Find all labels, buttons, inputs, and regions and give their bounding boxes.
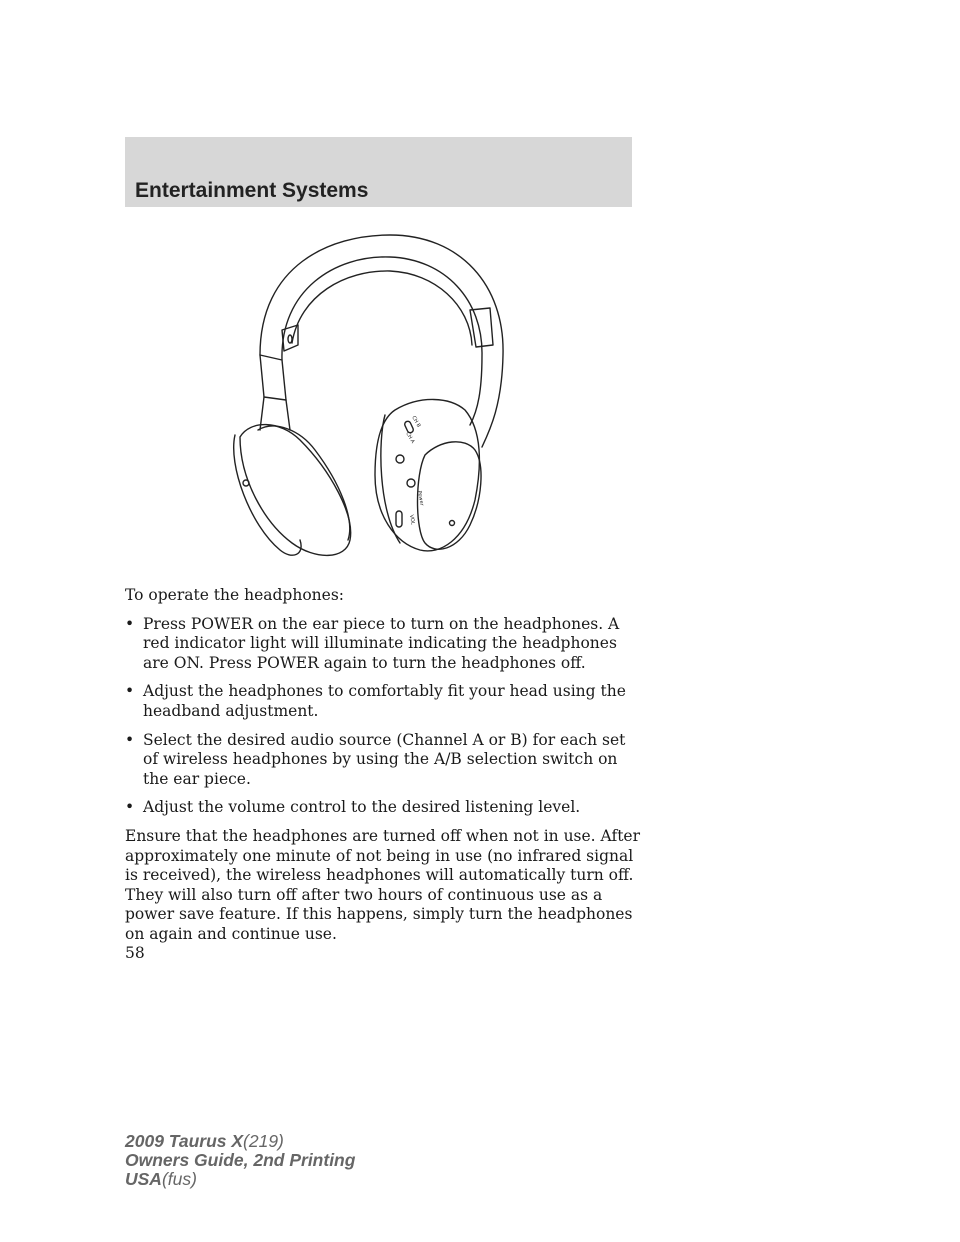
list-item [125,731,645,790]
bullet-icon: • [125,614,135,633]
page-number: 58 [125,944,145,962]
footer-market-code: (fus) [161,1169,197,1189]
footer-line-edition [125,1151,355,1170]
right-ear-cup-back [375,399,479,550]
document-footer [125,1132,355,1189]
bullet-icon: • [125,730,135,749]
label-power: Power [416,490,425,507]
left-ear-cup [240,425,351,556]
headband-band-inner [292,271,472,345]
list-item [125,615,645,674]
bullet-icon: • [125,682,135,701]
label-ch-b: CH B [410,415,422,429]
list-item [125,798,645,818]
list-item [125,682,645,721]
closing-paragraph: Ensure that the headphones are turned off when not in use. After approximately one minute of not being in use (no infrared signal is received), the wireless headphones will automatically turn off. They will also turn off after two hours of continuous use as a power save feature. If this happens, simply turn the headphones on again and continue use. [125,826,641,943]
footer-line-market [125,1170,355,1189]
list-item-text: Adjust the volume control to the desired listening level. [143,798,581,817]
footer-line-model [125,1132,355,1151]
left-slider [260,355,286,400]
bullet-icon: • [125,798,135,817]
left-ear-cup-back [234,435,301,555]
intro-paragraph: To operate the headphones: [125,586,344,604]
list-item-text: Select the desired audio source (Channel A or B) for each set of wireless headphones by using the A/B selection switch on the ear piece. [143,730,626,788]
footer-model-code: (219) [243,1131,284,1151]
headband-outer [260,235,503,447]
footer-model: 2009 Taurus X [125,1131,244,1151]
list-item-text: Press POWER on the ear piece to turn on the headphones. A red indicator light will illuminate indicating the headphones are ON. Press POWER again to turn the headphones off. [143,614,620,672]
instruction-list [125,615,645,818]
label-vol: VOL [408,514,416,526]
section-header-band [125,137,632,207]
instructions-body [125,586,645,954]
footer-market: USA [125,1169,162,1189]
label-ch-a: CH A [404,431,416,445]
headband-inner [282,257,482,425]
section-title: Entertainment Systems [135,179,369,202]
right-ear-cup [418,442,482,549]
footer-edition: Owners Guide, 2nd Printing [125,1150,356,1170]
headphones-illustration [220,225,520,565]
list-item-text: Adjust the headphones to comfortably fit your head using the headband adjustment. [143,682,626,720]
